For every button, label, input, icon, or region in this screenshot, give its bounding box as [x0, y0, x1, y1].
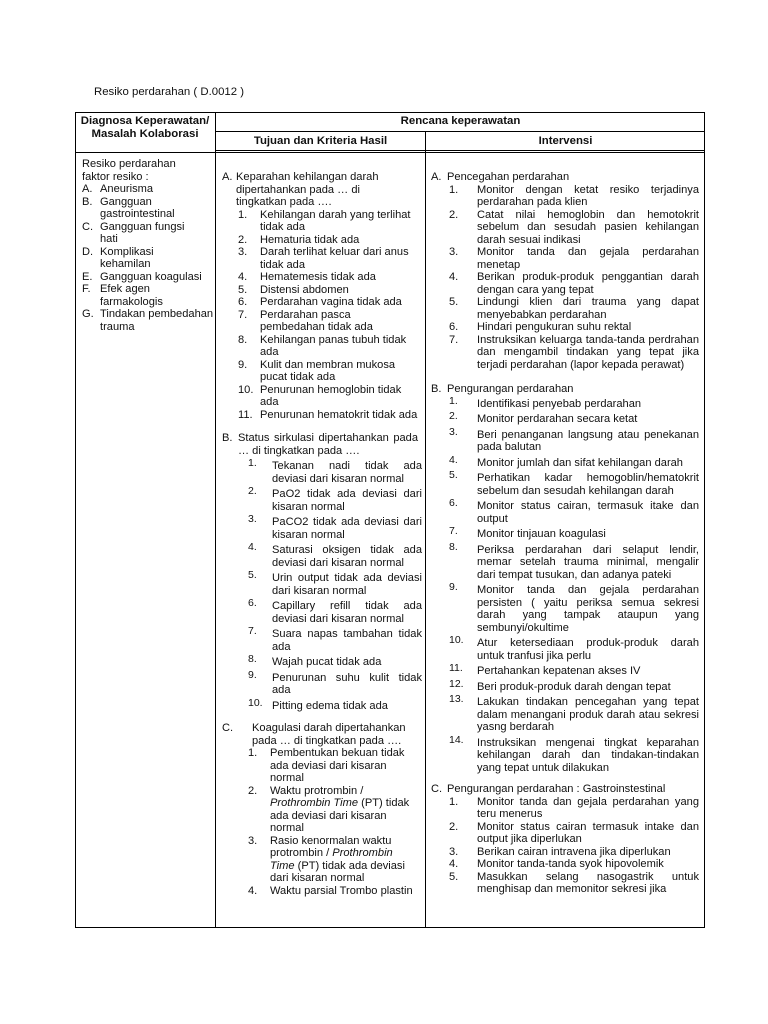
- criteria-item: 3. Darah terlihat keluar dari anus tidak ada: [238, 246, 409, 271]
- intervensi-b-list: [431, 394, 699, 775]
- intervention-item: 5. Perhatikan kadar hemogoblin/hematokrit sebelum dan sesudah kehilangan darah: [449, 469, 699, 497]
- criteria-item: 7. Perdarahan pasca pembedahan tidak ada: [238, 308, 373, 333]
- column-divider: [215, 112, 216, 928]
- criteria-item: 7. Suara napas tambahan tidak ada: [248, 625, 422, 653]
- intervensi-section-a: [431, 171, 699, 371]
- diagnosa-column: [82, 158, 212, 333]
- intervensi-a-heading: A. Pencegahan perdarahan: [431, 171, 570, 183]
- intervention-item: 3. Beri penanganan langsung atau penekanan pada balutan: [449, 425, 699, 453]
- tujuan-column: [222, 171, 420, 897]
- intervention-item: 12. Beri produk-produk darah dengan tepat: [449, 677, 671, 693]
- intervention-item: 9. Monitor tanda dan gejala perdarahan persisten ( yaitu periksa semua sekresi darah yang tampak ataupun yang sembunyi/okultime: [449, 581, 699, 634]
- criteria-item: 4. Waktu parsial Trombo plastin: [248, 884, 413, 897]
- intervention-item: 11. Pertahankan kepatenan akses IV: [449, 662, 641, 677]
- criteria-item: 9. Penurunan suhu kulit tidak ada: [248, 668, 422, 696]
- intervention-item: 1. Monitor tanda dan gejala perdarahan yang teru menerus: [449, 795, 699, 820]
- header-diagnosa: [78, 115, 212, 141]
- row-divider: [215, 150, 705, 151]
- header-rencana: Rencana keperawatan: [400, 115, 521, 127]
- criteria-item: 6. Perdarahan vagina tidak ada: [238, 296, 402, 308]
- criteria-item: 4. Saturasi oksigen tidak ada deviasi dari kisaran normal: [248, 541, 422, 569]
- risk-factor-item: C. Gangguan fungsi hati: [82, 220, 185, 245]
- row-divider: [215, 152, 705, 153]
- intervensi-section-b: [431, 383, 699, 774]
- header-diagnosa-line1: Diagnosa Keperawatan/: [80, 115, 210, 127]
- intervensi-c-list: [431, 796, 699, 896]
- tujuan-c-list: [222, 747, 420, 897]
- criteria-item: 3. Rasio kenormalan waktu protrombin / Prothrombin Time (PT) tidak ada deviasi dari kisaran normal: [248, 834, 405, 884]
- intervention-item: 2. Catat nilai hemoglobin dan hemotokrit sebelum dan sesudah pasien kehilangan darah sesuai indikasi: [449, 208, 699, 246]
- intervention-item: 14. Instruksikan mengenai tingkat keparahan kehilangan darah dan tindakan-tindakan yang tepat untuk dilakukan: [449, 733, 699, 774]
- tujuan-b-list: [222, 457, 422, 712]
- criteria-item: 1. Kehilangan darah yang terlihat tidak ada: [238, 208, 411, 233]
- intervention-item: 1. Identifikasi penyebab perdarahan: [449, 394, 642, 410]
- intervention-item: 1. Monitor dengan ketat resiko terjadinya perdarahan pada klien: [449, 183, 699, 208]
- risk-factor-item: G. Tindakan pembedahan trauma: [82, 308, 214, 333]
- intervention-item: 3. Monitor tanda dan gejala perdarahan menetap: [449, 246, 699, 271]
- intervention-item: 10. Atur ketersediaan produk-produk darah untuk tranfusi jika perlu: [449, 634, 699, 662]
- tujuan-a-list: [222, 209, 420, 422]
- intervention-item: 5. Masukkan selang nasogastrik untuk menghisap dan memonitor sekresi jika: [449, 870, 699, 895]
- intervention-item: 4. Monitor jumlah dan sifat kehilangan darah: [449, 453, 683, 469]
- criteria-item: 2. Hematuria tidak ada: [238, 233, 360, 246]
- criteria-item: 8. Wajah pucat tidak ada: [248, 653, 382, 668]
- criteria-item: 5. Distensi abdomen: [238, 283, 349, 296]
- intervensi-section-c: [431, 783, 699, 896]
- intervention-item: 13. Lakukan tindakan pencegahan yang tepat dalam menangani produk darah atau sekresi yasng berdarah: [449, 693, 699, 733]
- header-diagnosa-line2: Masalah Kolaborasi: [91, 128, 199, 140]
- tujuan-section-c: [222, 722, 420, 897]
- column-divider: [425, 131, 426, 928]
- criteria-item: 10. Penurunan hemoglobin tidak ada: [238, 383, 402, 408]
- intervention-item: 2. Monitor perdarahan secara ketat: [449, 410, 638, 425]
- intervention-item: 4. Monitor tanda-tanda syok hipovolemik: [449, 858, 664, 870]
- document-title: Resiko perdarahan ( D.0012 ): [94, 86, 245, 98]
- intervention-item: 8. Periksa perdarahan dari selaput lendir, memar setelah trauma minimal, mengalir dari tempat tusukan, dan adanya pateki: [449, 540, 699, 581]
- criteria-item: 11. Penurunan hematokrit tidak ada: [238, 408, 418, 421]
- intervention-item: 6. Monitor status cairan, termasuk itake dan output: [449, 497, 699, 525]
- criteria-item: 4. Hematemesis tidak ada: [238, 271, 376, 283]
- risk-factor-list: [82, 183, 212, 333]
- intervensi-column: [431, 171, 699, 896]
- criteria-item: 2. Waktu protrombin / Prothrombin Time (PT) tidak ada deviasi dari kisaran normal: [248, 784, 410, 834]
- tujuan-section-b: [222, 432, 420, 712]
- intervention-item: 7. Instruksikan keluarga tanda-tanda perdrahan dan mengambil tindakan yang tepat jika terjadi perdarahan (lapor kepada perawat): [449, 333, 699, 371]
- intervention-item: 2. Monitor status cairan termasuk intake dan output jika diperlukan: [449, 820, 699, 845]
- intervention-item: 4. Berikan produk-produk penggantian darah dengan cara yang tepat: [449, 271, 699, 296]
- risk-factor-item: D. Komplikasi kehamilan: [82, 245, 154, 270]
- diagnosa-intro: Resiko perdarahan faktor resiko :: [82, 158, 176, 183]
- tujuan-b-heading: B. Status sirkulasi dipertahankan pada … di tingkatkan pada ….: [222, 432, 418, 457]
- risk-factor-item: F. Efek agen farmakologis: [82, 283, 163, 308]
- criteria-item: 1. Tekanan nadi tidak ada deviasi dari kisaran normal: [248, 457, 422, 485]
- tujuan-section-a: [222, 171, 420, 421]
- intervention-item: 5. Lindungi klien dari trauma yang dapat menyebabkan perdarahan: [449, 296, 699, 321]
- intervention-item: 3. Berikan cairan intravena jika diperlukan: [449, 845, 671, 858]
- criteria-item: 1. Pembentukan bekuan tidak ada deviasi dari kisaran normal: [248, 747, 405, 784]
- criteria-item: 2. PaO2 tidak ada deviasi dari kisaran normal: [248, 485, 422, 513]
- row-divider: [215, 131, 705, 132]
- row-divider: [75, 152, 215, 153]
- risk-factor-item: A. Aneurisma: [82, 183, 154, 195]
- risk-factor-item: B. Gangguan gastrointestinal: [82, 195, 175, 220]
- header-tujuan: Tujuan dan Kriteria Hasil: [253, 135, 388, 147]
- criteria-item: 10. Pitting edema tidak ada: [248, 696, 388, 712]
- intervensi-c-heading: C. Pengurangan perdarahan : Gastroinstestinal: [431, 783, 666, 795]
- intervensi-b-heading: B. Pengurangan perdarahan: [431, 383, 574, 395]
- intervention-item: 7. Monitor tinjauan koagulasi: [449, 525, 606, 540]
- criteria-item: 8. Kehilangan panas tubuh tidak ada: [238, 333, 407, 358]
- criteria-item: 6. Capillary refill tidak ada deviasi dari kisaran normal: [248, 597, 422, 625]
- header-intervensi: Intervensi: [538, 135, 593, 147]
- tujuan-a-heading: A. Keparahan kehilangan darah dipertahankan pada … di tingkatkan pada ….: [222, 171, 379, 208]
- criteria-item: 5. Urin output tidak ada deviasi dari kisaran normal: [248, 569, 422, 597]
- intervention-item: 6. Hindari pengukuran suhu rektal: [449, 321, 632, 333]
- risk-factor-item: E. Gangguan koagulasi: [82, 270, 202, 283]
- criteria-item: 3. PaCO2 tidak ada deviasi dari kisaran normal: [248, 513, 422, 541]
- intervensi-a-list: [431, 184, 699, 372]
- criteria-item: 9. Kulit dan membran mukosa pucat tidak ada: [238, 358, 396, 383]
- tujuan-c-heading: C. Koagulasi darah dipertahankan pada … di tingkatkan pada ….: [222, 722, 406, 747]
